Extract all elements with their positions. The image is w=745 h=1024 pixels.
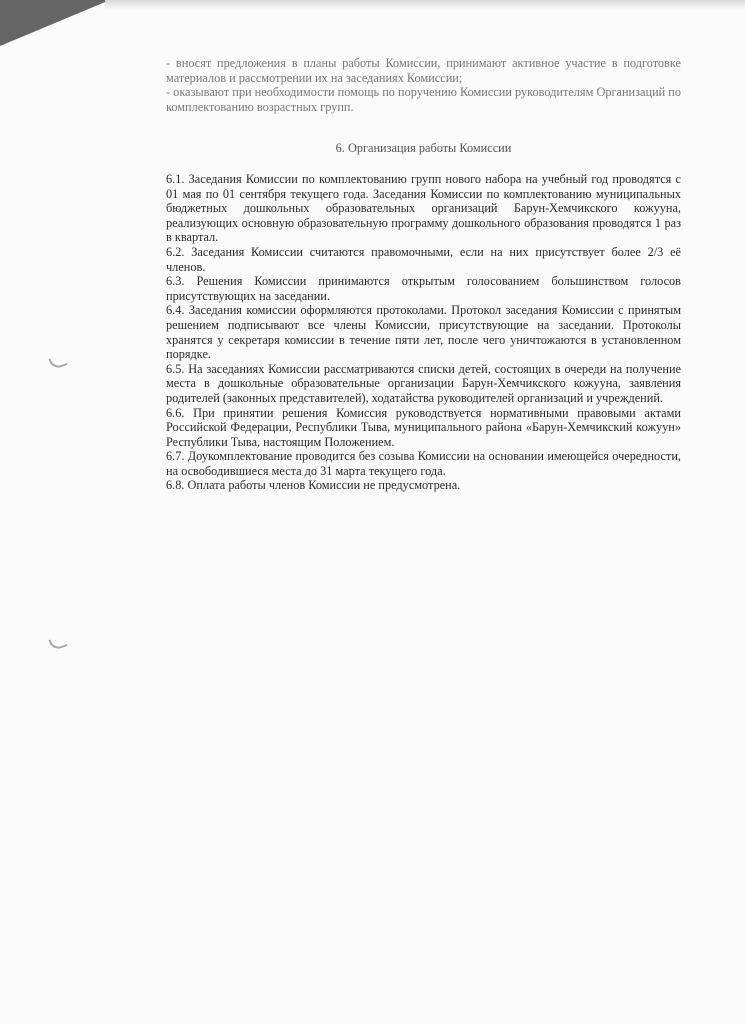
paragraph-6-1: 6.1. Заседания Комиссии по комплектованию групп нового набора на учебный год проводятся с 01 мая по 01 сентября текущего года. Заседания Комиссии по комплектованию муниципальных бюджетных дошкольных образовательных организаций Барун-Хемчикского кожууна, реализующих основную образовательную программу дошкольного образования проводятся 1 раз в квартал. [166, 172, 681, 245]
punch-hole-mark [48, 635, 67, 652]
scan-top-edge [105, 0, 745, 10]
section-title: 6. Организация работы Комиссии [335, 141, 512, 155]
intro-item: - оказывают при необходимости помощь по поручению Комиссии руководителям Организаций по комплектованию возрастных групп. [166, 85, 681, 114]
punch-hole-mark [48, 354, 67, 371]
paragraph-6-2: 6.2. Заседания Комиссии считаются правомочными, если на них присутствует более 2/3 её членов. [166, 244, 681, 274]
paragraph-6-3: 6.3. Решения Комиссии принимаются открытым голосованием большинством голосов присутствующих на заседании. [166, 274, 681, 303]
intro-item: - вносят предложения в планы работы Комиссии, принимают активное участие в подготовке материалов и рассмотрении их на заседаниях Комиссии; [166, 56, 681, 85]
paragraph-6-4: 6.4. Заседания комиссии оформляются протоколами. Протокол заседания Комиссии с принятым решением подписывают все члены Комиссии, присутствующие на заседании. Протоколы хранятся у секретаря комиссии в течение пяти лет, после чего уничтожаются в установленном порядке. [166, 303, 681, 362]
paragraph-6-8: 6.8. Оплата работы членов Комиссии не предусмотрена. [166, 478, 461, 493]
intro-list [166, 56, 681, 114]
paragraph-6-6: 6.6. При принятии решения Комиссия руководствуется нормативными правовыми актами Российской Федерации, Республики Тыва, муниципального района «Барун-Хемчикский кожуун» Республики Тыва, настоящим Положением. [166, 405, 681, 449]
paragraph-6-5: 6.5. На заседаниях Комиссии рассматриваются списки детей, состоящих в очереди на получение места в дошкольные образовательные организации Барун-Хемчикского кожууна, заявления родителей (законных представителей), ходатайства руководителей организаций и учреждений. [166, 361, 681, 405]
section-body [166, 172, 681, 493]
scan-corner-shadow [0, 0, 110, 46]
paragraph-6-7: 6.7. Доукомплектование проводится без созыва Комиссии на основании имеющейся очередности, на освободившиеся места до 31 марта текущего года. [166, 449, 681, 478]
